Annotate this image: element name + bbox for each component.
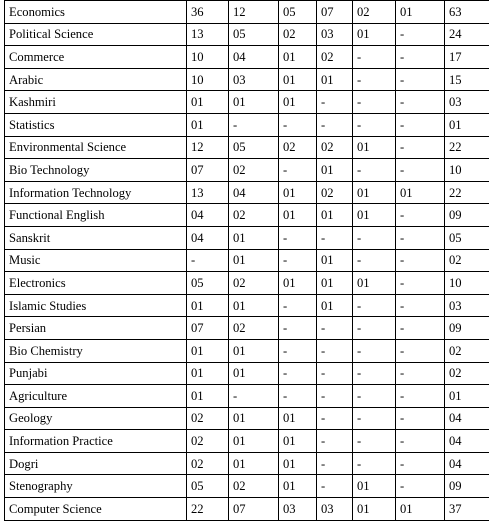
table-row (5, 23, 489, 46)
value-cell: 01 (279, 452, 317, 475)
value-cell: 01 (396, 181, 445, 204)
total-cell: 15 (445, 68, 489, 91)
subject-cell: Bio Chemistry (5, 339, 187, 362)
subject-cell: Functional English (5, 204, 187, 227)
total-cell: 04 (445, 452, 489, 475)
value-cell: - (396, 385, 445, 408)
value-cell: 02 (187, 430, 229, 453)
value-cell: - (317, 91, 353, 114)
value-cell: - (396, 339, 445, 362)
table-row (5, 136, 489, 159)
value-cell: - (353, 159, 396, 182)
total-cell: 37 (445, 498, 489, 521)
value-cell: - (317, 362, 353, 385)
value-cell: 02 (317, 46, 353, 69)
value-cell: - (279, 249, 317, 272)
subject-cell: Music (5, 249, 187, 272)
total-cell: 09 (445, 317, 489, 340)
value-cell: 01 (229, 339, 279, 362)
value-cell: - (353, 46, 396, 69)
table-row (5, 91, 489, 114)
total-cell: 63 (445, 1, 489, 24)
value-cell: 01 (353, 136, 396, 159)
total-cell: 17 (445, 46, 489, 69)
value-cell: - (353, 249, 396, 272)
table-row (5, 498, 489, 521)
table-row (5, 181, 489, 204)
value-cell: 05 (279, 1, 317, 24)
total-cell: 24 (445, 23, 489, 46)
subject-cell: Bio Technology (5, 159, 187, 182)
value-cell: - (396, 204, 445, 227)
value-cell: 02 (229, 272, 279, 295)
value-cell: - (396, 294, 445, 317)
value-cell: - (353, 294, 396, 317)
value-cell: - (396, 317, 445, 340)
total-cell: 10 (445, 272, 489, 295)
table-row (5, 204, 489, 227)
value-cell: - (353, 339, 396, 362)
total-cell: 02 (445, 362, 489, 385)
value-cell: - (396, 272, 445, 295)
table-row (5, 1, 489, 24)
value-cell: - (396, 226, 445, 249)
value-cell: 07 (187, 317, 229, 340)
value-cell: - (396, 475, 445, 498)
value-cell: 01 (353, 272, 396, 295)
total-cell: 04 (445, 407, 489, 430)
value-cell: - (317, 452, 353, 475)
value-cell: 01 (353, 498, 396, 521)
value-cell: - (317, 475, 353, 498)
value-cell: - (353, 68, 396, 91)
value-cell: 01 (229, 430, 279, 453)
total-cell: 09 (445, 204, 489, 227)
value-cell: 07 (187, 159, 229, 182)
value-cell: 01 (279, 46, 317, 69)
table-row (5, 272, 489, 295)
value-cell: - (396, 362, 445, 385)
value-cell: - (279, 294, 317, 317)
subject-cell: Computer Science (5, 498, 187, 521)
value-cell: 01 (229, 407, 279, 430)
table-row (5, 226, 489, 249)
value-cell: 01 (396, 1, 445, 24)
value-cell: 02 (229, 475, 279, 498)
value-cell: - (396, 46, 445, 69)
value-cell: - (396, 91, 445, 114)
subject-posts-table (4, 0, 489, 521)
value-cell: 01 (279, 68, 317, 91)
value-cell: - (317, 339, 353, 362)
table-row (5, 407, 489, 430)
subject-cell: Arabic (5, 68, 187, 91)
table-row (5, 339, 489, 362)
value-cell: - (317, 113, 353, 136)
value-cell: 02 (353, 1, 396, 24)
value-cell: 07 (317, 1, 353, 24)
subject-cell: Agriculture (5, 385, 187, 408)
subject-cell: Geology (5, 407, 187, 430)
value-cell: 01 (317, 204, 353, 227)
value-cell: 05 (187, 272, 229, 295)
value-cell: 12 (187, 136, 229, 159)
subject-cell: Information Technology (5, 181, 187, 204)
value-cell: 02 (187, 452, 229, 475)
value-cell: - (279, 339, 317, 362)
subject-cell: Electronics (5, 272, 187, 295)
value-cell: 04 (229, 46, 279, 69)
value-cell: - (396, 430, 445, 453)
value-cell: - (279, 385, 317, 408)
value-cell: 01 (279, 181, 317, 204)
value-cell: - (353, 91, 396, 114)
table-row (5, 113, 489, 136)
table-row (5, 249, 489, 272)
value-cell: 01 (229, 294, 279, 317)
value-cell: - (353, 430, 396, 453)
value-cell: - (396, 249, 445, 272)
value-cell: 01 (187, 385, 229, 408)
value-cell: 10 (187, 46, 229, 69)
total-cell: 04 (445, 430, 489, 453)
subject-cell: Dogri (5, 452, 187, 475)
value-cell: - (353, 452, 396, 475)
value-cell: - (396, 136, 445, 159)
subject-cell: Economics (5, 1, 187, 24)
value-cell: - (396, 407, 445, 430)
table-row (5, 46, 489, 69)
value-cell: 02 (279, 136, 317, 159)
value-cell: - (229, 113, 279, 136)
value-cell: 03 (279, 498, 317, 521)
value-cell: 01 (187, 362, 229, 385)
value-cell: 05 (229, 23, 279, 46)
value-cell: - (279, 159, 317, 182)
value-cell: - (396, 23, 445, 46)
value-cell: 03 (317, 23, 353, 46)
table-row (5, 362, 489, 385)
subject-cell: Persian (5, 317, 187, 340)
total-cell: 03 (445, 91, 489, 114)
subject-cell: Punjabi (5, 362, 187, 385)
subject-cell: Sanskrit (5, 226, 187, 249)
value-cell: 03 (229, 68, 279, 91)
subject-cell: Information Practice (5, 430, 187, 453)
value-cell: - (317, 226, 353, 249)
value-cell: 01 (317, 249, 353, 272)
value-cell: 01 (279, 91, 317, 114)
table-row (5, 68, 489, 91)
value-cell: - (396, 452, 445, 475)
value-cell: 01 (353, 204, 396, 227)
value-cell: - (187, 249, 229, 272)
value-cell: 02 (317, 181, 353, 204)
table-row (5, 475, 489, 498)
total-cell: 22 (445, 181, 489, 204)
value-cell: 01 (353, 181, 396, 204)
value-cell: 05 (187, 475, 229, 498)
value-cell: 01 (279, 272, 317, 295)
table-row (5, 317, 489, 340)
value-cell: 07 (229, 498, 279, 521)
table-body (5, 1, 489, 521)
value-cell: 05 (229, 136, 279, 159)
value-cell: 01 (187, 91, 229, 114)
subject-cell: Kashmiri (5, 91, 187, 114)
total-cell: 22 (445, 136, 489, 159)
value-cell: 01 (229, 226, 279, 249)
subject-cell: Statistics (5, 113, 187, 136)
value-cell: - (396, 113, 445, 136)
total-cell: 01 (445, 113, 489, 136)
value-cell: 01 (396, 498, 445, 521)
table-row (5, 159, 489, 182)
value-cell: 01 (187, 113, 229, 136)
value-cell: 13 (187, 23, 229, 46)
value-cell: 01 (187, 339, 229, 362)
value-cell: - (353, 226, 396, 249)
value-cell: 13 (187, 181, 229, 204)
value-cell: 01 (279, 475, 317, 498)
table-row (5, 294, 489, 317)
table-row (5, 452, 489, 475)
subject-cell: Islamic Studies (5, 294, 187, 317)
value-cell: 01 (317, 159, 353, 182)
value-cell: - (279, 226, 317, 249)
total-cell: 03 (445, 294, 489, 317)
value-cell: 01 (279, 407, 317, 430)
value-cell: 01 (279, 430, 317, 453)
value-cell: 03 (317, 498, 353, 521)
table-row (5, 385, 489, 408)
value-cell: 01 (187, 294, 229, 317)
value-cell: 36 (187, 1, 229, 24)
total-cell: 05 (445, 226, 489, 249)
value-cell: 02 (229, 204, 279, 227)
value-cell: 02 (279, 23, 317, 46)
value-cell: - (353, 362, 396, 385)
value-cell: - (353, 113, 396, 136)
value-cell: - (396, 68, 445, 91)
value-cell: 01 (229, 91, 279, 114)
value-cell: - (317, 385, 353, 408)
value-cell: 01 (279, 204, 317, 227)
value-cell: 01 (353, 23, 396, 46)
subject-cell: Commerce (5, 46, 187, 69)
value-cell: 01 (317, 294, 353, 317)
value-cell: - (353, 385, 396, 408)
total-cell: 02 (445, 249, 489, 272)
value-cell: 12 (229, 1, 279, 24)
value-cell: 01 (229, 249, 279, 272)
value-cell: - (353, 317, 396, 340)
value-cell: 22 (187, 498, 229, 521)
value-cell: - (279, 113, 317, 136)
subject-cell: Political Science (5, 23, 187, 46)
value-cell: - (317, 407, 353, 430)
value-cell: 02 (317, 136, 353, 159)
value-cell: 04 (187, 226, 229, 249)
subject-cell: Environmental Science (5, 136, 187, 159)
value-cell: - (229, 385, 279, 408)
value-cell: 02 (229, 159, 279, 182)
value-cell: 10 (187, 68, 229, 91)
value-cell: - (396, 159, 445, 182)
total-cell: 09 (445, 475, 489, 498)
value-cell: - (279, 317, 317, 340)
total-cell: 02 (445, 339, 489, 362)
value-cell: 04 (187, 204, 229, 227)
value-cell: 01 (229, 452, 279, 475)
value-cell: - (279, 362, 317, 385)
value-cell: 01 (353, 475, 396, 498)
table-row (5, 430, 489, 453)
value-cell: - (317, 430, 353, 453)
total-cell: 10 (445, 159, 489, 182)
value-cell: 02 (187, 407, 229, 430)
value-cell: - (317, 317, 353, 340)
value-cell: 02 (229, 317, 279, 340)
value-cell: 01 (317, 272, 353, 295)
total-cell: 01 (445, 385, 489, 408)
value-cell: - (353, 407, 396, 430)
value-cell: 01 (317, 68, 353, 91)
value-cell: 04 (229, 181, 279, 204)
subject-cell: Stenography (5, 475, 187, 498)
value-cell: 01 (229, 362, 279, 385)
